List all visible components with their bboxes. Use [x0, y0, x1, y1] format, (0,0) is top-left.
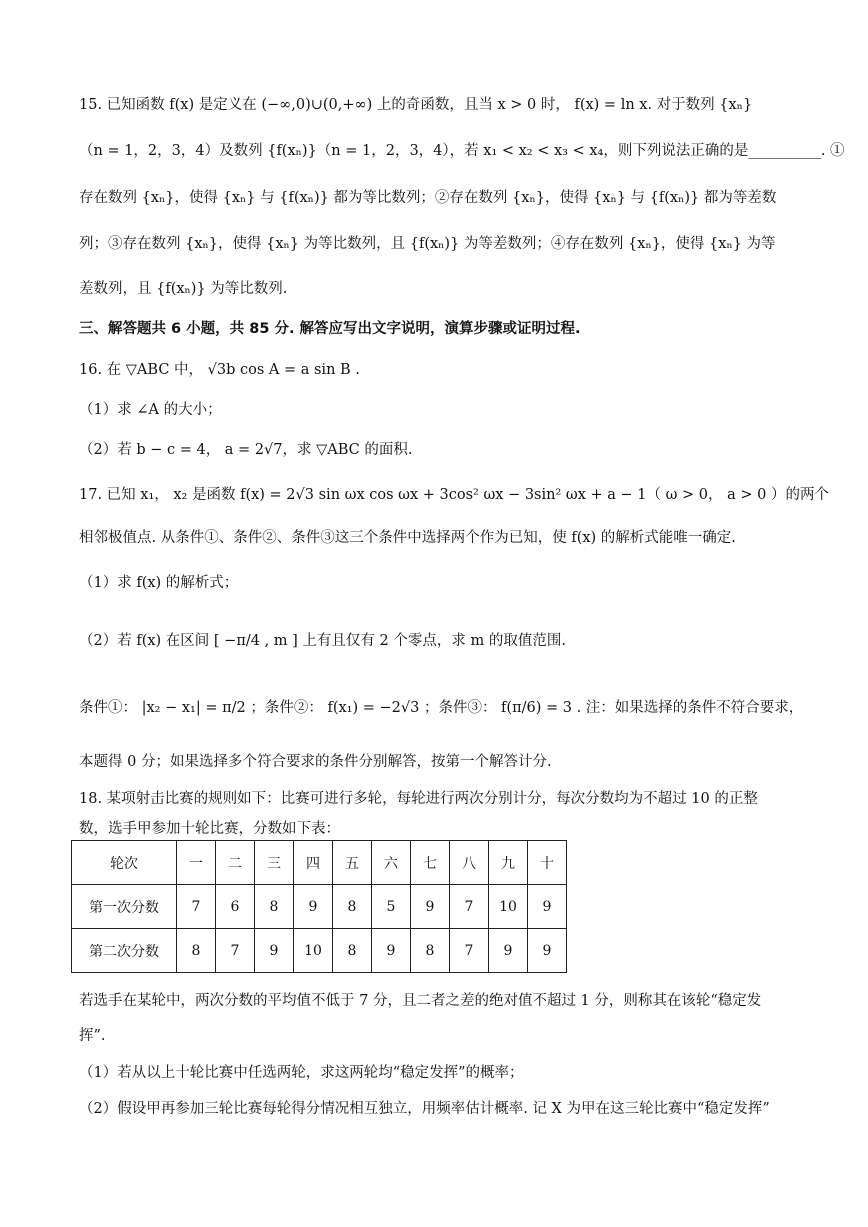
- q18-stem-2: 数，选手甲参加十轮比赛，分数如下表：: [79, 821, 340, 837]
- q18-part-1: （1）若从以上十轮比赛中任选两轮，求这两轮均“稳定发挥”的概率；: [79, 1065, 524, 1081]
- q15-line-4: 列；③存在数列 {xₙ}，使得 {xₙ} 为等比数列，且 {f(xₙ)} 为等差数列；④存在数列 {xₙ}，使得 {xₙ} 为等: [79, 236, 776, 252]
- table-cell: 第二次分数: [72, 929, 177, 973]
- table-header-row: [72, 841, 567, 885]
- table-cell: 6: [216, 885, 255, 929]
- table-cell: 9: [528, 929, 567, 973]
- q18-definition-2: 挥”.: [79, 1028, 106, 1044]
- table-cell: 9: [372, 929, 411, 973]
- table-cell: 六: [372, 841, 411, 885]
- table-cell: 7: [216, 929, 255, 973]
- q17-conditions: 条件①： |x₂ − x₁| = π/2 ；条件②： f(x₁) = −2√3 ；条件③： f(π/6) = 3 . 注：如果选择的条件不符合要求，: [79, 700, 804, 716]
- table-cell: 四: [294, 841, 333, 885]
- table-cell: 一: [177, 841, 216, 885]
- q18-definition-1: 若选手在某轮中，两次分数的平均值不低于 7 分，且二者之差的绝对值不超过 1 分，则称其在该轮“稳定发: [79, 993, 762, 1009]
- table-cell: 8: [255, 885, 294, 929]
- table-cell: 8: [333, 885, 372, 929]
- table-cell: 二: [216, 841, 255, 885]
- table-cell: 5: [372, 885, 411, 929]
- q16-part-1: （1）求 ∠A 的大小；: [79, 402, 222, 418]
- table-cell: 10: [294, 929, 333, 973]
- table-cell: 7: [450, 885, 489, 929]
- q17-part-1: （1）求 f(x) 的解析式；: [79, 575, 239, 591]
- q15-line-1: 15. 已知函数 f(x) 是定义在 (−∞,0)∪(0,+∞) 上的奇函数，且当 x > 0 时， f(x) = ln x. 对于数列 {xₙ}: [79, 97, 753, 113]
- table-cell: 7: [177, 885, 216, 929]
- table-cell: 9: [528, 885, 567, 929]
- table-cell: 9: [255, 929, 294, 973]
- q17-stem-1: 17. 已知 x₁， x₂ 是函数 f(x) = 2√3 sin ωx cos ωx + 3cos² ωx − 3sin² ωx + a − 1（ ω > 0， a > 0 ）的两个: [79, 487, 829, 503]
- table-cell: 九: [489, 841, 528, 885]
- table-row: [72, 885, 567, 929]
- q16-stem: 16. 在 ▽ABC 中， √3b cos A = a sin B .: [79, 362, 360, 378]
- section-heading: 三、解答题共 6 小题，共 85 分. 解答应写出文字说明，演算步骤或证明过程.: [79, 321, 581, 337]
- q17-note: 本题得 0 分；如果选择多个符合要求的条件分别解答，按第一个解答计分.: [79, 754, 552, 770]
- table-cell: 轮次: [72, 841, 177, 885]
- q16-part-2: （2）若 b − c = 4， a = 2√7，求 ▽ABC 的面积.: [79, 442, 413, 458]
- q15-line-5: 差数列，且 {f(xₙ)} 为等比数列.: [79, 281, 288, 297]
- table-cell: 七: [411, 841, 450, 885]
- table-cell: 8: [177, 929, 216, 973]
- table-cell: 10: [489, 885, 528, 929]
- table-row: [72, 929, 567, 973]
- q15-line-3: 存在数列 {xₙ}，使得 {xₙ} 与 {f(xₙ)} 都为等比数列；②存在数列 {xₙ}，使得 {xₙ} 与 {f(xₙ)} 都为等差数: [79, 190, 777, 206]
- q17-part-2: （2）若 f(x) 在区间 [ −π/4 , m ] 上有且仅有 2 个零点，求 m 的取值范围.: [79, 633, 566, 649]
- table-cell: 第一次分数: [72, 885, 177, 929]
- q18-part-2: （2）假设甲再参加三轮比赛每轮得分情况相互独立，用频率估计概率. 记 X 为甲在这三轮比赛中“稳定发挥”: [79, 1101, 770, 1117]
- table-cell: 三: [255, 841, 294, 885]
- q15-line-2: （n = 1，2，3，4）及数列 {f(xₙ)}（n = 1，2，3，4），若 x₁ < x₂ < x₃ < x₄，则下列说法正确的是__________. ①: [79, 143, 845, 159]
- table-cell: 7: [450, 929, 489, 973]
- table-cell: 9: [411, 885, 450, 929]
- q17-stem-2: 相邻极值点. 从条件①、条件②、条件③这三个条件中选择两个作为已知，使 f(x) 的解析式能唯一确定.: [79, 530, 736, 546]
- q18-stem-1: 18. 某项射击比赛的规则如下：比赛可进行多轮，每轮进行两次分别计分，每次分数均为不超过 10 的正整: [79, 791, 758, 807]
- table-cell: 十: [528, 841, 567, 885]
- table-cell: 9: [294, 885, 333, 929]
- table-cell: 五: [333, 841, 372, 885]
- table-cell: 8: [333, 929, 372, 973]
- score-table: [71, 840, 567, 973]
- table-cell: 9: [489, 929, 528, 973]
- table-cell: 八: [450, 841, 489, 885]
- table-cell: 8: [411, 929, 450, 973]
